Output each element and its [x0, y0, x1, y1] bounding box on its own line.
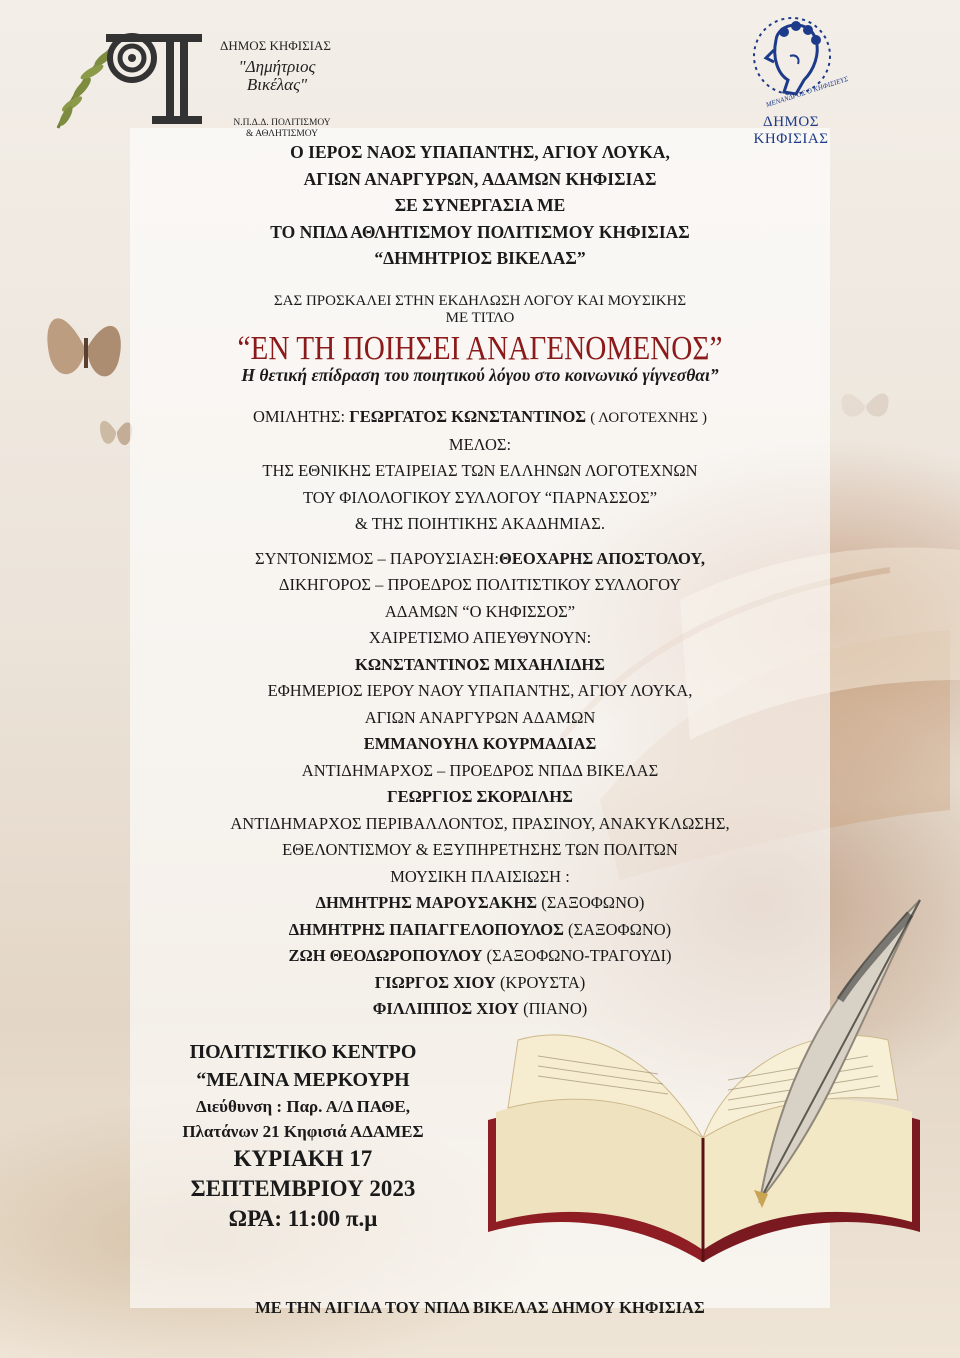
- musician-name: ΖΩΗ ΘΕΟΔΩΡΟΠΟΥΛΟΥ: [288, 946, 483, 965]
- greeter-detail: ΕΘΕΛΟΝΤΙΣΜΟΥ & ΕΞΥΠΗΡΕΤΗΣΗΣ ΤΩΝ ΠΟΛΙΤΩΝ: [282, 840, 678, 859]
- musician-name: ΔΗΜΗΤΡΗΣ ΜΑΡΟΥΣΑΚΗΣ: [315, 893, 538, 912]
- member-line: ΤΗΣ ΕΘΝΙΚΗΣ ΕΤΑΙΡΕΙΑΣ ΤΩΝ ΕΛΛΗΝΩΝ ΛΟΓΟΤΕΧΝΩΝ: [262, 461, 698, 480]
- musician-line: [130, 917, 830, 944]
- greeter-detail: ΕΦΗΜΕΡΙΟΣ ΙΕΡΟΥ ΝΑΟΥ ΥΠΑΠΑΝΤΗΣ, ΑΓΙΟΥ ΛΟΥΚΑ,: [267, 681, 693, 700]
- member-line: & ΤΗΣ ΠΟΙΗΤΙΚΗΣ ΑΚΑΔΗΜΙΑΣ.: [355, 514, 605, 533]
- logo-right-ring-text: ΜΕΝΑΝΔΡΟΣ Ο ΚΗΦΙΣΙΕΥΣ: [764, 74, 850, 110]
- musician-role: (ΚΡΟΥΣΤΑ): [495, 972, 586, 992]
- musician-role: (ΠΙΑΝΟ): [518, 999, 588, 1018]
- butterfly-icon: [835, 380, 895, 428]
- invite-line: ΜΕ ΤΙΤΛΟ: [445, 310, 515, 326]
- greeter-detail: ΑΓΙΩΝ ΑΝΑΡΓΥΡΩΝ ΑΔΑΜΩΝ: [364, 707, 596, 727]
- coordination-name: ΘΕΟΧΑΡΗΣ ΑΠΟΣΤΟΛΟΥ,: [499, 548, 705, 568]
- musician-role: (ΣΑΞΟΦΩΝΟ-ΤΡΑΓΟΥΔΙ): [482, 946, 672, 965]
- venue-address: Πλατάνων 21 Κηφισιά ΑΔΑΜΕΣ: [182, 1122, 424, 1141]
- coordination-detail: ΑΔΑΜΩΝ “Ο ΚΗΦΙΣΣΟΣ”: [384, 601, 576, 621]
- logo-left-name: "Δημήτριος Βικέλας": [238, 57, 316, 94]
- event-day: ΚΥΡΙΑΚΗ 17: [233, 1146, 373, 1171]
- invite-block: [130, 293, 830, 327]
- greetings-label: ΧΑΙΡΕΤΙΣΜΟ ΑΠΕΥΘΥΝΟΥΝ:: [368, 628, 592, 647]
- organizers-block: [130, 139, 830, 272]
- venue-name: “ΜΕΛΙΝΑ ΜΕΡΚΟΥΡΗ: [196, 1069, 410, 1091]
- venue-name: ΠΟΛΙΤΙΣΤΙΚΟ ΚΕΝΤΡΟ: [189, 1041, 417, 1063]
- invite-line: ΣΑΣ ΠΡΟΣΚΑΛΕΙ ΣΤΗΝ ΕΚΔΗΛΩΣΗ ΛΟΓΟΥ ΚΑΙ ΜΟΥΣΙΚΗΣ: [273, 293, 687, 309]
- venue-address: Διεύθυνση : Παρ. Α/Δ ΠΑΘΕ,: [195, 1097, 411, 1116]
- event-title-block: [130, 330, 830, 386]
- greeter-name: ΓΕΩΡΓΙΟΣ ΣΚΟΡΔΙΛΗΣ: [387, 787, 573, 806]
- event-subtitle: Η θετική επίδραση του ποιητικού λόγου στο κοινωνικό γίγνεσθαι”: [241, 365, 719, 385]
- event-month-year: ΣΕΠΤΕΜΒΡΙΟΥ 2023: [190, 1176, 416, 1201]
- musician-name: ΓΙΩΡΓΟΣ ΧΙΟΥ: [374, 972, 496, 992]
- musician-line: [130, 970, 830, 997]
- musician-name: ΔΗΜΗΤΡΗΣ ΠΑΠΑΓΓΕΛΟΠΟΥΛΟΣ: [288, 919, 564, 939]
- logo-left-subtitle: Ν.Π.Δ.Δ. ΠΟΛΙΤΙΣΜΟΥ & ΑΘΛΗΤΙΣΜΟΥ: [233, 118, 331, 139]
- program-block: [130, 404, 830, 1023]
- member-line: ΤΟΥ ΦΙΛΟΛΟΓΙΚΟΥ ΣΥΛΛΟΓΟΥ “ΠΑΡΝΑΣΣΟΣ”: [302, 487, 658, 507]
- coordination-line: [130, 546, 830, 573]
- musician-line: [130, 890, 830, 917]
- speaker-label: ΟΜΙΛΗΤΗΣ:: [252, 407, 346, 426]
- logo-right-name: ΔΗΜΟΣ ΚΗΦΙΣΙΑΣ: [753, 114, 829, 147]
- organizer-line: “ΔΗΜΗΤΡΙΟΣ ΒΙΚΕΛΑΣ”: [374, 248, 586, 268]
- organizer-line: ΑΓΙΩΝ ΑΝΑΡΓΥΡΩΝ, ΑΔΑΜΩΝ ΚΗΦΙΣΙΑΣ: [303, 168, 657, 189]
- musician-line: [130, 943, 830, 970]
- speaker-role: ( ΛΟΓΟΤΕΧΝΗΣ ): [590, 410, 708, 426]
- greeter-name: ΚΩΝΣΤΑΝΤΙΝΟΣ ΜΙΧΑΗΛΙΔΗΣ: [355, 654, 605, 674]
- ionic-column-icon: [92, 30, 212, 126]
- music-label: ΜΟΥΣΙΚΗ ΠΛΑΙΣΙΩΣΗ :: [390, 866, 570, 886]
- greeter-detail: ΑΝΤΙΔΗΜΑΡΧΟΣ ΠΕΡΙΒΑΛΛΟΝΤΟΣ, ΠΡΑΣΙΝΟΥ, ΑΝΑΚΥΚΛΩΣΗΣ,: [230, 813, 730, 833]
- greeter-name: ΕΜΜΑΝΟΥΗΛ ΚΟΥΡΜΑΔΙΑΣ: [363, 734, 597, 753]
- event-title: “ΕΝ ΤΗ ΠΟΙΗΣΕΙ ΑΝΑΓΕΝΟΜΕΝΟΣ”: [237, 330, 723, 367]
- greeter-detail: ΑΝΤΙΔΗΜΑΡΧΟΣ – ΠΡΟΕΔΡΟΣ ΝΠΔΔ ΒΙΚΕΛΑΣ: [301, 760, 659, 780]
- organizer-line: ΣΕ ΣΥΝΕΡΓΑΣΙΑ ΜΕ: [394, 195, 566, 215]
- footer-auspices: ΜΕ ΤΗΝ ΑΙΓΙΔΑ ΤΟΥ ΝΠΔΔ ΒΙΚΕΛΑΣ ΔΗΜΟΥ ΚΗΦΙΣΙΑΣ: [255, 1298, 705, 1317]
- quill-icon: [740, 890, 930, 1210]
- venue-block: [138, 1038, 468, 1234]
- vikelas-logo: [52, 26, 331, 139]
- event-time: ΩΡΑ: 11:00 π.μ: [228, 1206, 378, 1231]
- member-line: ΜΕΛΟΣ:: [448, 434, 512, 454]
- speaker-name: ΓΕΩΡΓΑΤΟΣ ΚΩΝΣΤΑΝΤΙΝΟΣ: [349, 407, 587, 426]
- organizer-line: Ο ΙΕΡΟΣ ΝΑΟΣ ΥΠΑΠΑΝΤΗΣ, ΑΓΙΟΥ ΛΟΥΚΑ,: [290, 142, 670, 162]
- butterfly-icon: [40, 288, 130, 408]
- organizer-line: ΤΟ ΝΠΔΔ ΑΘΛΗΤΙΣΜΟΥ ΠΟΛΙΤΙΣΜΟΥ ΚΗΦΙΣΙΑΣ: [270, 221, 690, 242]
- musician-name: ΦΙΛΛΙΠΠΟΣ ΧΙΟΥ: [372, 999, 519, 1018]
- coordination-detail: ΔΙΚΗΓΟΡΟΣ – ΠΡΟΕΔΡΟΣ ΠΟΛΙΤΙΣΤΙΚΟΥ ΣΥΛΛΟΓΟΥ: [278, 575, 682, 594]
- coordination-label: ΣΥΝΤΟΝΙΣΜΟΣ – ΠΑΡΟΥΣΙΑΣΗ:: [255, 548, 500, 568]
- kifisia-logo: [728, 10, 856, 147]
- musician-role: (ΣΑΞΟΦΩΝΟ): [563, 919, 672, 939]
- musician-role: (ΣΑΞΟΦΩΝΟ): [537, 893, 645, 912]
- logo-left-municipality: ΔΗΜΟΣ ΚΗΦΙΣΙΑΣ: [220, 38, 331, 53]
- speaker-line: [130, 404, 830, 432]
